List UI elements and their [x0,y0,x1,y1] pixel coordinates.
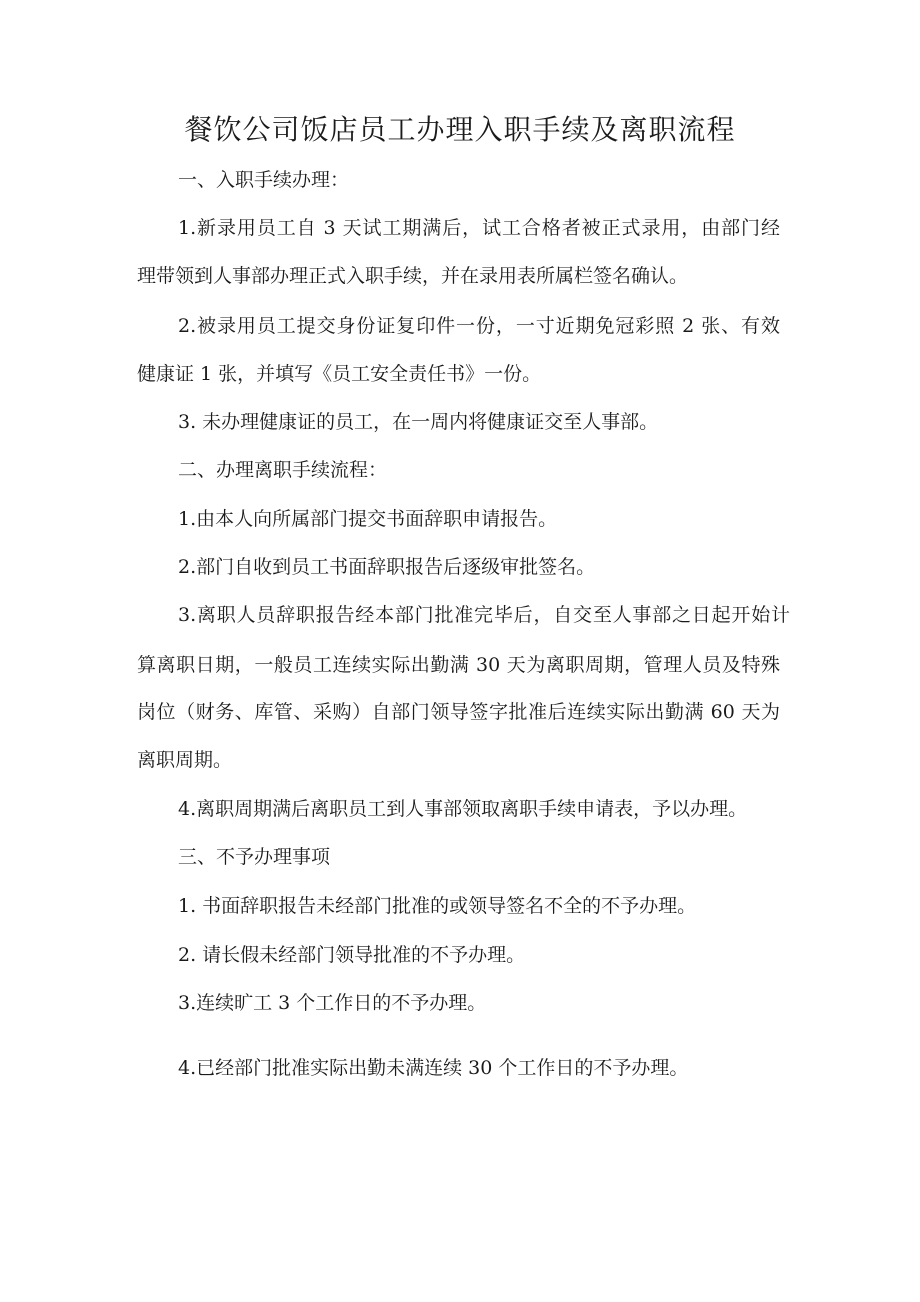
section2-heading: 二、办理离职手续流程： [178,459,388,481]
section2-item4: 4.离职周期满后离职员工到人事部领取离职手续申请表，予以办理。 [178,798,748,820]
section2-item3-line4: 离职周期。 [137,749,233,771]
section1-item1-line1: 1.新录用员工自 3 天试工期满后，试工合格者被正式录用，由部门经 [178,217,780,239]
section1-item3: 3. 未办理健康证的员工，在一周内将健康证交至人事部。 [178,411,659,433]
section1-item2-line1: 2.被录用员工提交身份证复印件一份，一寸近期免冠彩照 2 张、有效 [178,315,780,337]
section1-heading: 一、入职手续办理： [178,169,350,191]
section1-item2-line2: 健康证 1 张，并填写《员工安全责任书》一份。 [137,363,542,385]
section2-item1: 1.由本人向所属部门提交书面辞职申请报告。 [178,508,558,530]
section2-item3-line1: 3.离职人员辞职报告经本部门批准完毕后，自交至人事部之日起开始计 [178,604,790,626]
section1-item1-line2: 理带领到人事部办理正式入职手续，并在录用表所属栏签名确认。 [137,265,689,287]
section3-item4: 4.已经部门批准实际出勤未满连续 30 个工作日的不予办理。 [178,1057,689,1079]
document-title: 餐饮公司饭店员工办理入职手续及离职流程 [184,113,736,146]
section3-item3: 3.连续旷工 3 个工作日的不予办理。 [178,992,487,1014]
section2-item3-line3: 岗位（财务、库管、采购）自部门领导签字批准后连续实际出勤满 60 天为 [137,701,780,723]
section3-item2: 2. 请长假未经部门领导批准的不予办理。 [178,944,526,966]
section2-item3-line2: 算离职日期，一般员工连续实际出勤满 30 天为离职周期，管理人员及特殊 [137,654,780,676]
section3-item1: 1. 书面辞职报告未经部门批准的或领导签名不全的不予办理。 [178,895,697,917]
section3-heading: 三、不予办理事项 [178,846,331,868]
section2-item2: 2.部门自收到员工书面辞职报告后逐级审批签名。 [178,556,596,578]
